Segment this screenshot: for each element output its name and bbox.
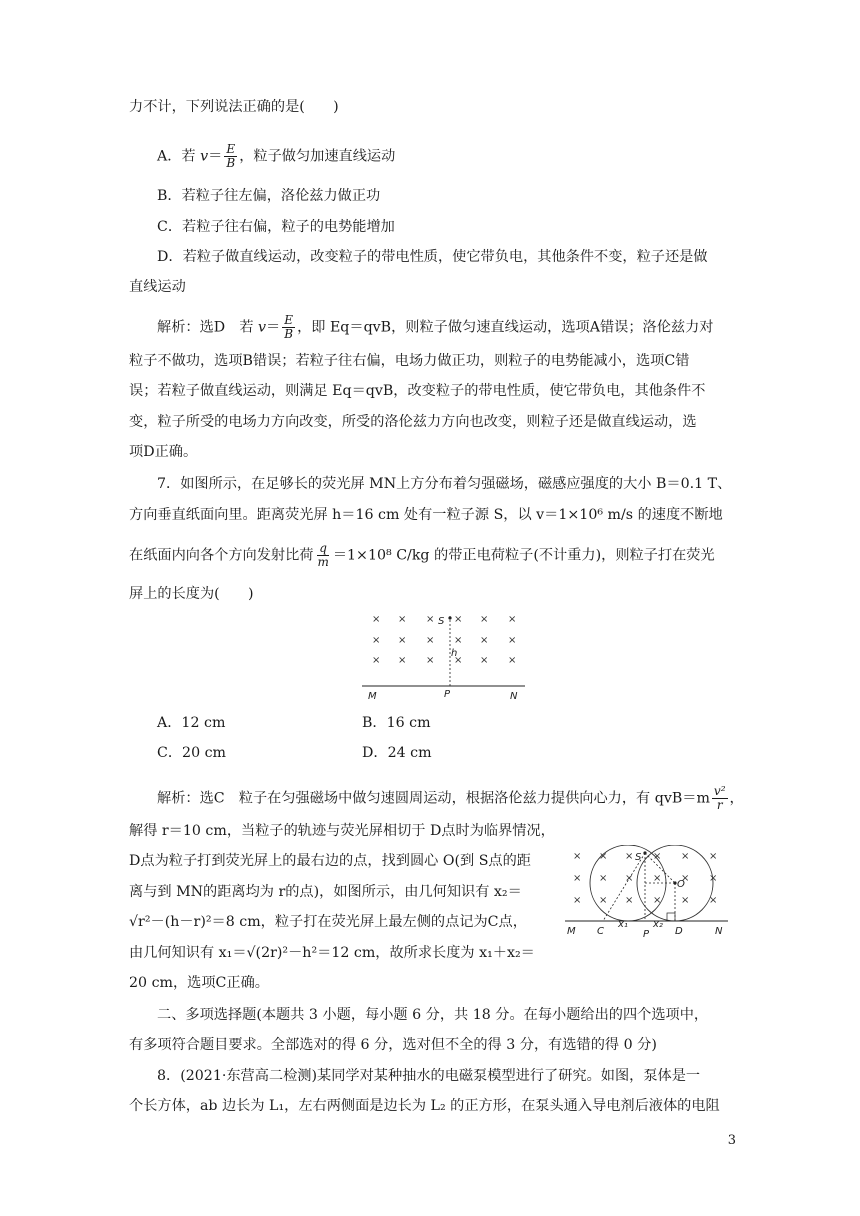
section2-line2: 有多项符合题目要求。全部选对的得 6 分，选对但不全的得 3 分，有选错的得 0 分)	[129, 1037, 657, 1053]
field-cross-mark: ×	[653, 873, 662, 884]
label-s: S	[438, 616, 445, 627]
q7-answer-line4: 离与到 MN的距离均为 r的点)，如图所示，由几何知识有 x₂＝	[129, 884, 522, 900]
q7-answer-line3: D点为粒子打到荧光屏上的最右边的点，找到圆心 O(到 S点的距	[129, 853, 531, 869]
label-n-2: N	[715, 926, 723, 937]
field-cross-mark: ×	[653, 851, 662, 862]
label-x2: x₂	[653, 919, 663, 930]
field-cross-mark: ×	[573, 873, 582, 884]
q7-figure-screen	[360, 680, 530, 704]
field-cross-mark: ×	[573, 851, 582, 862]
q7-option-a: A．12 cm	[157, 715, 226, 731]
label-h: h	[451, 648, 458, 659]
field-cross-mark: ×	[426, 614, 435, 625]
field-cross-mark: ×	[372, 655, 381, 666]
field-cross-mark: ×	[625, 851, 634, 862]
label-d: D	[675, 926, 683, 937]
field-cross-mark: ×	[426, 655, 435, 666]
field-cross-mark: ×	[625, 873, 634, 884]
field-cross-mark: ×	[709, 851, 718, 862]
q7-figure-trajectory	[563, 845, 733, 940]
field-cross-mark: ×	[372, 635, 381, 646]
q6-answer-line4: 变，粒子所受的电场力方向改变，所受的洛伦兹力方向也改变，则粒子还是做直线运动，选	[129, 414, 697, 430]
q6-answer-line5: 项D正确。	[129, 444, 198, 460]
field-cross-mark: ×	[508, 635, 517, 646]
q6-stem-continuation: 力不计，下列说法正确的是( )	[129, 99, 339, 115]
fraction-q-over-m: $\frac{q}{m}$	[317, 541, 329, 569]
q7-answer-line1: 解析：选C 粒子在匀强磁场中做匀速圆周运动，根据洛伦兹力提供向心力，有 qvB＝m $\frac{\text{v²}}{r}$ ，	[157, 784, 744, 812]
label-m: M	[368, 691, 377, 702]
q7-answer-line2: 解得 r＝10 cm，当粒子的轨迹与荧光屏相切于 D点时为临界情况，	[129, 823, 555, 839]
field-cross-mark: ×	[372, 614, 381, 625]
section2-line1: 二、多项选择题(本题共 3 小题，每小题 6 分，共 18 分。在每小题给出的四个选项中，	[157, 1007, 709, 1023]
q6-option-d-line1: D．若粒子做直线运动，改变粒子的带电性质，使它带负电，其他条件不变，粒子还是做	[157, 249, 708, 265]
q6-option-a: A．若 v＝ $\frac{E}{B}$ ，粒子做匀加速直线运动	[157, 142, 396, 170]
label-c: C	[597, 926, 604, 937]
field-cross-mark: ×	[454, 655, 463, 666]
q7-stem-line3: 在纸面内向各个方向发射比荷 $\frac{q}{m}$ ＝1×10⁸ C/kg 的带正电荷粒子(不计重力)，则粒子打在荧光	[129, 541, 715, 569]
field-cross-mark: ×	[508, 655, 517, 666]
q8-line2: 个长方体，ab 边长为 L₁，左右两侧面是边长为 L₂ 的正方形，在泵头通入导电剂后液体的电阻	[129, 1098, 720, 1114]
field-cross-mark: ×	[709, 895, 718, 906]
source-point	[448, 616, 451, 619]
q7-option-c: C．20 cm	[157, 745, 227, 761]
q8-line1: 8．(2021·东营高二检测)某同学对某种抽水的电磁泵模型进行了研究。如图，泵体是一	[157, 1068, 701, 1084]
field-cross-mark: ×	[480, 655, 489, 666]
field-cross-mark: ×	[599, 895, 608, 906]
q6-answer-line3: 误；若粒子做直线运动，则满足 Eq＝qvB，改变粒子的带电性质，使它带负电，其他条件不	[129, 383, 706, 399]
field-cross-mark: ×	[508, 614, 517, 625]
label-m-2: M	[567, 926, 576, 937]
fraction-e-over-b: $\frac{E}{B}$	[226, 142, 236, 170]
page-number: 3	[727, 1133, 736, 1148]
field-cross-mark: ×	[398, 655, 407, 666]
field-cross-mark: ×	[599, 851, 608, 862]
field-cross-mark: ×	[573, 895, 582, 906]
label-p: P	[444, 689, 451, 700]
field-cross-mark: ×	[681, 873, 690, 884]
q7-option-b: B．16 cm	[362, 715, 431, 731]
field-cross-mark: ×	[480, 614, 489, 625]
field-cross-mark: ×	[653, 895, 662, 906]
field-cross-mark: ×	[398, 635, 407, 646]
label-x1: x₁	[618, 919, 628, 930]
field-cross-mark: ×	[480, 635, 489, 646]
q6-option-d-line2: 直线运动	[129, 279, 186, 295]
q7-option-d: D．24 cm	[362, 745, 432, 761]
q6-answer-line1: 解析：选D 若 v＝ $\frac{E}{B}$ ，即 Eq＝qvB，则粒子做匀速直线运动，选项A错误；洛伦兹力对	[157, 313, 714, 341]
q7-figure-magnetic-field	[360, 610, 530, 680]
field-cross-mark: ×	[599, 873, 608, 884]
q7-answer-line7: 20 cm，选项C正确。	[129, 975, 269, 991]
label-n: N	[510, 691, 518, 702]
fraction-e-over-b-2: $\frac{E}{B}$	[284, 313, 294, 341]
field-cross-mark: ×	[398, 614, 407, 625]
q7-answer-line5: √r²－(h－r)²＝8 cm，粒子打在荧光屏上最左侧的点记为C点，	[129, 914, 527, 930]
label-s-2: S	[635, 852, 642, 863]
field-cross-mark: ×	[625, 895, 634, 906]
q6-answer-line2: 粒子不做功，选项B错误；若粒子往右偏，电场力做正功，则粒子的电势能减小，选项C错	[129, 353, 690, 369]
q7-stem-line2: 方向垂直纸面向里。距离荧光屏 h＝16 cm 处有一粒子源 S，以 v＝1×10⁶ m/s 的速度不断地	[129, 507, 723, 523]
q6-option-c: C．若粒子往右偏，粒子的电势能增加	[157, 219, 395, 235]
label-p-2: P	[643, 929, 650, 940]
q7-stem-line1: 7．如图所示，在足够长的荧光屏 MN上方分布着匀强磁场，磁感应强度的大小 B＝0.1 T、	[157, 476, 732, 492]
q6-option-b: B．若粒子往左偏，洛伦兹力做正功	[157, 188, 381, 204]
field-cross-mark: ×	[426, 635, 435, 646]
q7-answer-line6: 由几何知识有 x₁＝√(2r)²－h²＝12 cm，故所求长度为 x₁＋x₂＝	[129, 945, 535, 961]
field-cross-mark: ×	[709, 873, 718, 884]
label-o: O	[677, 879, 685, 890]
field-cross-mark: ×	[681, 895, 690, 906]
field-cross-mark: ×	[454, 635, 463, 646]
fraction-v2-over-r: $\frac{\text{v²}}{r}$	[713, 784, 726, 812]
field-cross-mark: ×	[454, 614, 463, 625]
field-cross-mark: ×	[681, 851, 690, 862]
q7-stem-line4: 屏上的长度为( )	[129, 586, 254, 602]
